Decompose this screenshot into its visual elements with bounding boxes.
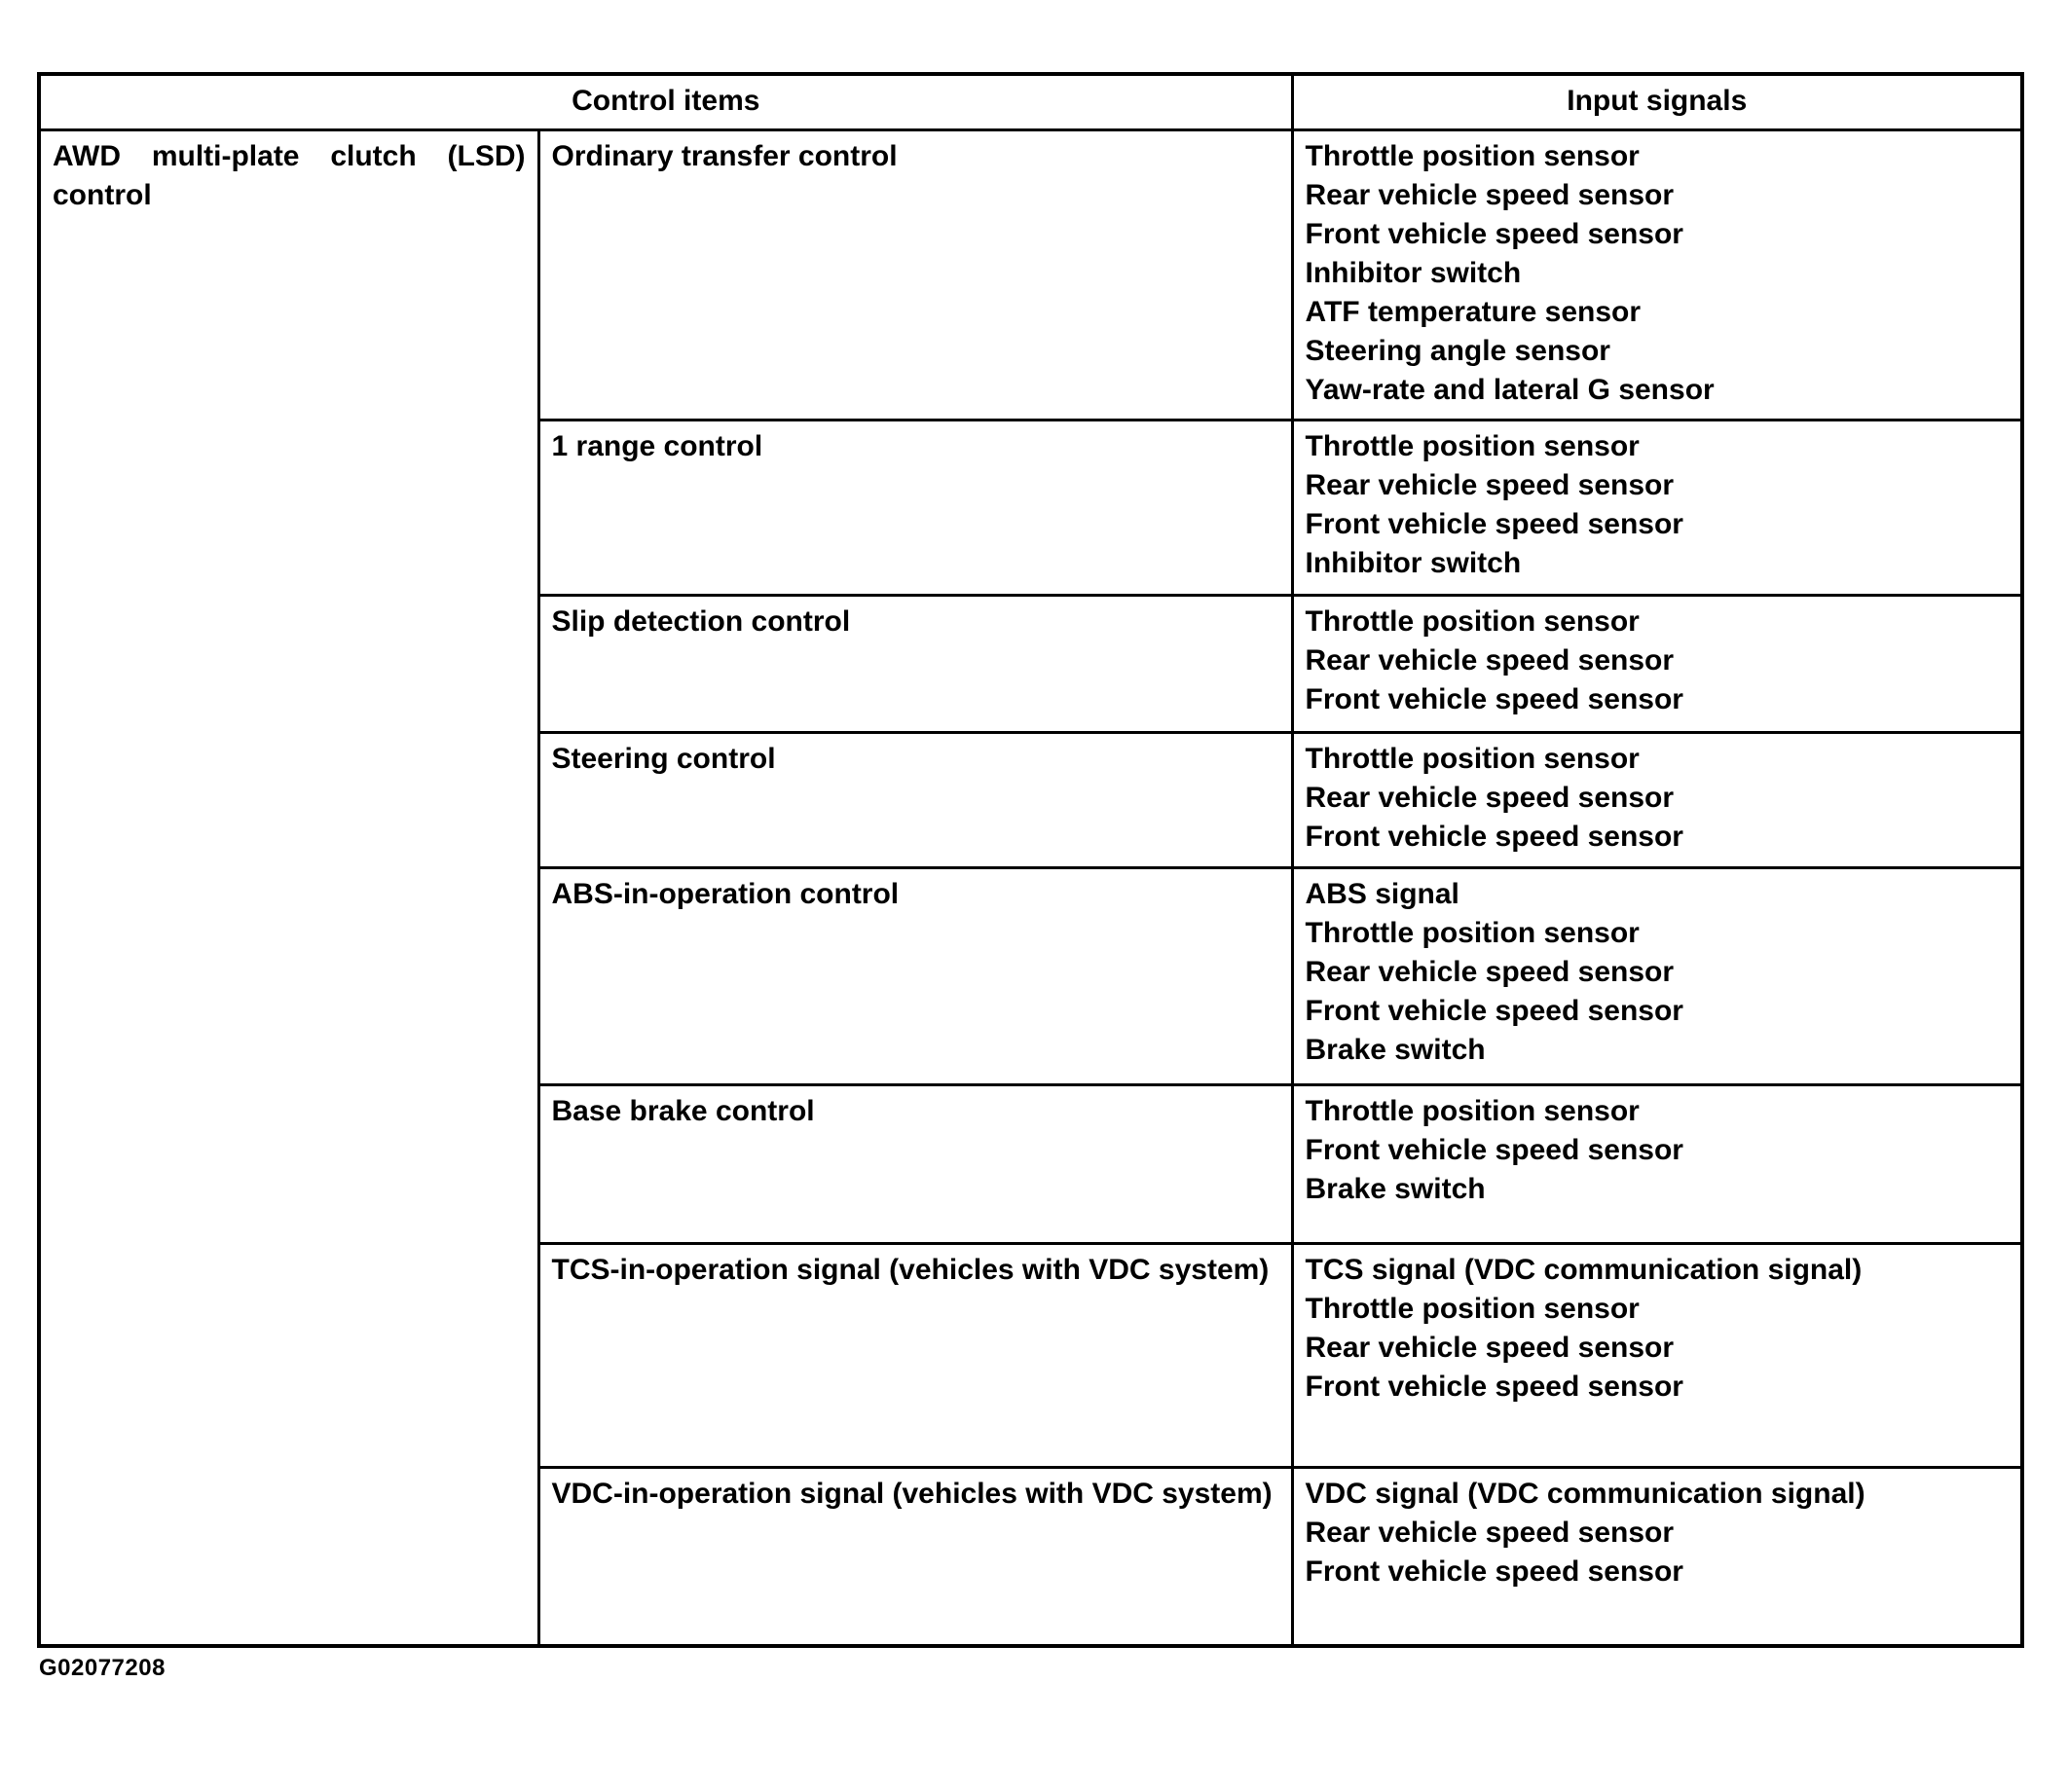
input-signal-line: Rear vehicle speed sensor xyxy=(1305,956,1675,988)
input-signal-line: TCS signal (VDC communication signal) xyxy=(1305,1254,1863,1286)
input-signal-line: Inhibitor switch xyxy=(1305,547,1522,579)
input-signal-line: Rear vehicle speed sensor xyxy=(1305,469,1675,501)
input-signal-line: Front vehicle speed sensor xyxy=(1305,683,1683,715)
input-signal-line: Throttle position sensor xyxy=(1305,605,1640,638)
input-signal-line: Rear vehicle speed sensor xyxy=(1305,644,1675,677)
input-signal-line: Front vehicle speed sensor xyxy=(1305,508,1683,540)
input-signals-cell xyxy=(1292,421,2022,596)
table-body xyxy=(39,130,2022,1646)
input-signal-line: VDC signal (VDC communication signal) xyxy=(1305,1478,1865,1510)
input-signal-line: Steering angle sensor xyxy=(1305,335,1610,367)
input-signal-line: ATF temperature sensor xyxy=(1305,296,1642,328)
input-signals-cell xyxy=(1292,130,2022,421)
figure-id-label: G02077208 xyxy=(39,1655,166,1681)
control-item-cell: VDC-in-operation signal (vehicles with VDC system) xyxy=(538,1468,1292,1646)
control-item-cell: Ordinary transfer control xyxy=(538,130,1292,421)
input-signals-cell xyxy=(1292,1085,2022,1244)
input-signals-cell xyxy=(1292,868,2022,1085)
input-signal-line: Throttle position sensor xyxy=(1305,1293,1640,1325)
input-signal-line: Throttle position sensor xyxy=(1305,1095,1640,1127)
input-signals-cell xyxy=(1292,1468,2022,1646)
input-signal-line: Front vehicle speed sensor xyxy=(1305,1134,1683,1166)
input-signal-line: Brake switch xyxy=(1305,1034,1486,1066)
input-signal-line: Rear vehicle speed sensor xyxy=(1305,1332,1675,1364)
input-signal-line: Brake switch xyxy=(1305,1173,1486,1205)
input-signal-line: Front vehicle speed sensor xyxy=(1305,1555,1683,1588)
header-input-signals: Input signals xyxy=(1292,74,2022,130)
input-signal-line: Throttle position sensor xyxy=(1305,430,1640,462)
input-signal-line: Throttle position sensor xyxy=(1305,917,1640,949)
control-item-cell: 1 range control xyxy=(538,421,1292,596)
group-label-cell: AWD multi-plate clutch (LSD) control xyxy=(39,130,538,1646)
input-signal-line: ABS signal xyxy=(1305,878,1459,910)
input-signals-cell xyxy=(1292,1244,2022,1468)
input-signal-line: Throttle position sensor xyxy=(1305,743,1640,775)
control-item-cell: ABS-in-operation control xyxy=(538,868,1292,1085)
document-table-area xyxy=(37,72,2024,1648)
input-signal-line: Rear vehicle speed sensor xyxy=(1305,782,1675,814)
input-signal-line: Rear vehicle speed sensor xyxy=(1305,1517,1675,1549)
input-signals-cell xyxy=(1292,596,2022,733)
control-item-cell: Slip detection control xyxy=(538,596,1292,733)
input-signal-line: Inhibitor switch xyxy=(1305,257,1522,289)
control-item-cell: Base brake control xyxy=(538,1085,1292,1244)
input-signal-line: Front vehicle speed sensor xyxy=(1305,218,1683,250)
input-signal-line: Yaw-rate and lateral G sensor xyxy=(1305,374,1715,406)
input-signal-line: Front vehicle speed sensor xyxy=(1305,995,1683,1027)
table-row xyxy=(39,130,2022,421)
table-header-row xyxy=(39,74,2022,130)
header-control-items: Control items xyxy=(39,74,1292,130)
input-signal-line: Front vehicle speed sensor xyxy=(1305,821,1683,853)
control-items-table xyxy=(37,72,2024,1648)
input-signal-line: Front vehicle speed sensor xyxy=(1305,1371,1683,1403)
input-signals-cell xyxy=(1292,733,2022,868)
control-item-cell: Steering control xyxy=(538,733,1292,868)
input-signal-line: Throttle position sensor xyxy=(1305,140,1640,172)
input-signal-line: Rear vehicle speed sensor xyxy=(1305,179,1675,211)
control-item-cell: TCS-in-operation signal (vehicles with VDC system) xyxy=(538,1244,1292,1468)
